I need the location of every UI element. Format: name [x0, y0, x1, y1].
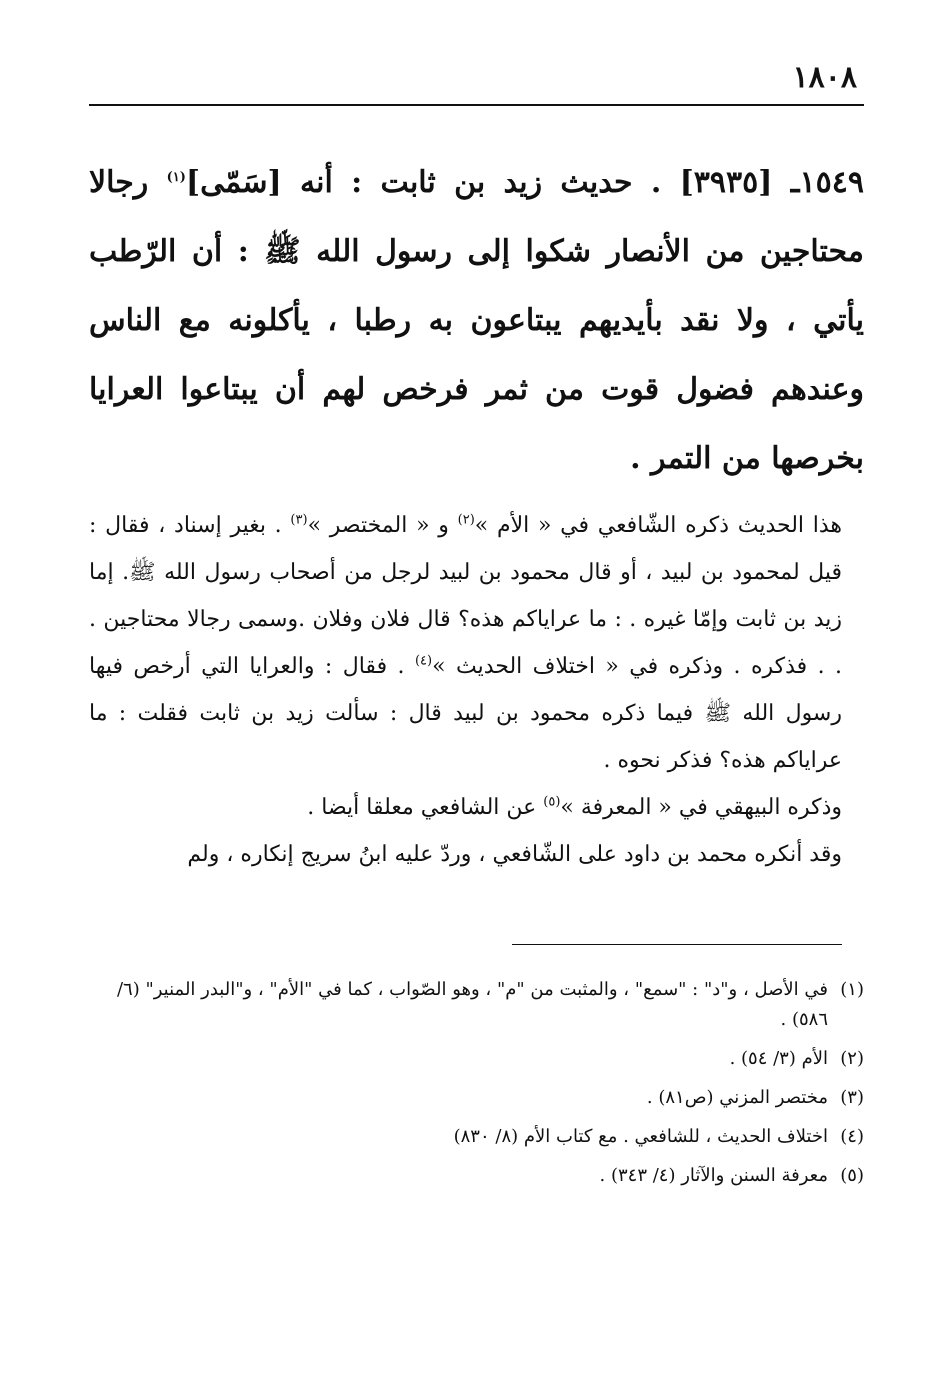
page-number: ١٨٠٨ [792, 60, 857, 95]
footnote-1 [89, 975, 864, 1035]
footnote-number: (١) [840, 979, 864, 1000]
footnote-4 [89, 1122, 864, 1152]
hadith-rest: محتاجين من الأنصار شكوا إلى رسول الله ﷺ : أن الرّطب يأتي ، ولا نقد بأيديهم يبتاعون به رطبا ، يأكلونه مع الناس وعندهم فضول قوت من ثمر فرخص لهم أن يبتاعوا العرايا بخرصها من التمر . [89, 234, 864, 476]
footnote-5 [89, 1161, 864, 1191]
footnote-text: اختلاف الحديث ، للشافعي . مع كتاب الأم (٨/ ٨٣٠) [453, 1126, 828, 1147]
footnote-number: (٤) [840, 1126, 864, 1147]
hadith-reference: [٣٩٣٥] [679, 165, 773, 200]
footnote-text: في الأصل ، و"د" : "سمع" ، والمثبت من "م" ، وهو الصّواب ، كما في "الأم" ، و"البدر المنير" (٦/ ٥٨٦) . [116, 979, 828, 1030]
footnotes [89, 975, 864, 1200]
footnote-text: الأم (٣/ ٥٤) . [729, 1048, 828, 1069]
commentary-paragraph-2: وذكره البيهقي في « المعرفة »$^{(٥)}$ عن الشافعي معلقا أيضا . [307, 794, 842, 820]
commentary-paragraph-3: وقد أنكره محمد بن داود على الشّافعي ، وردّ عليه ابنُ سريج إنكاره ، ولم [187, 842, 842, 867]
footnote-2 [89, 1044, 864, 1074]
footnote-rule [512, 944, 842, 945]
footnote-marker-5[interactable]: (٥) [543, 794, 561, 810]
footnote-3 [89, 1083, 864, 1113]
footnote-number: (٥) [840, 1165, 864, 1186]
hadith-text [89, 148, 864, 493]
hadith-line1-b: رجالا [89, 165, 167, 200]
footnote-marker-2[interactable]: (٢) [457, 512, 475, 528]
footnote-text: مختصر المزني (ص٨١) . [646, 1087, 828, 1108]
hadith-number: ١٥٤٩ـ [790, 165, 864, 200]
hadith-line1-a: . حديث زيد بن ثابت : أنه [سَمّى] [185, 165, 680, 200]
header-rule [89, 104, 864, 106]
footnote-marker-1[interactable]: (١) [166, 170, 186, 185]
footnote-marker-3[interactable]: (٣) [290, 512, 308, 528]
footnote-number: (٢) [840, 1048, 864, 1069]
footnote-text: معرفة السنن والآثار (٤/ ٣٤٣) . [599, 1165, 828, 1186]
footnote-marker-4[interactable]: (٤) [414, 653, 433, 669]
commentary-paragraph-1: هذا الحديث ذكره الشّافعي في « الأم »$^{(٢)}$ و « المختصر »$^{(٣)}$ . بغير إسناد ، فقال : قيل لمحمود بن لبيد ، أو قال محمود بن لبيد لرجل من أصحاب رسول الله ﷺ. إما زيد بن ثابت وإمّا غيره . : ما عراياكم هذه؟ قال فلان وفلان .وسمى رجالا محتاجين . . . فذكره . وذكره في « اختلاف الحديث »$^{(٤)}$ . فقال : والعرايا التي أرخص فيها رسول الله ﷺ فيما ذكره محمود بن لبيد قال : سألت زيد بن ثابت فقلت : ما عراياكم هذه؟ فذكر نحوه . [89, 512, 843, 773]
footnote-number: (٣) [840, 1087, 864, 1108]
commentary [89, 502, 864, 878]
